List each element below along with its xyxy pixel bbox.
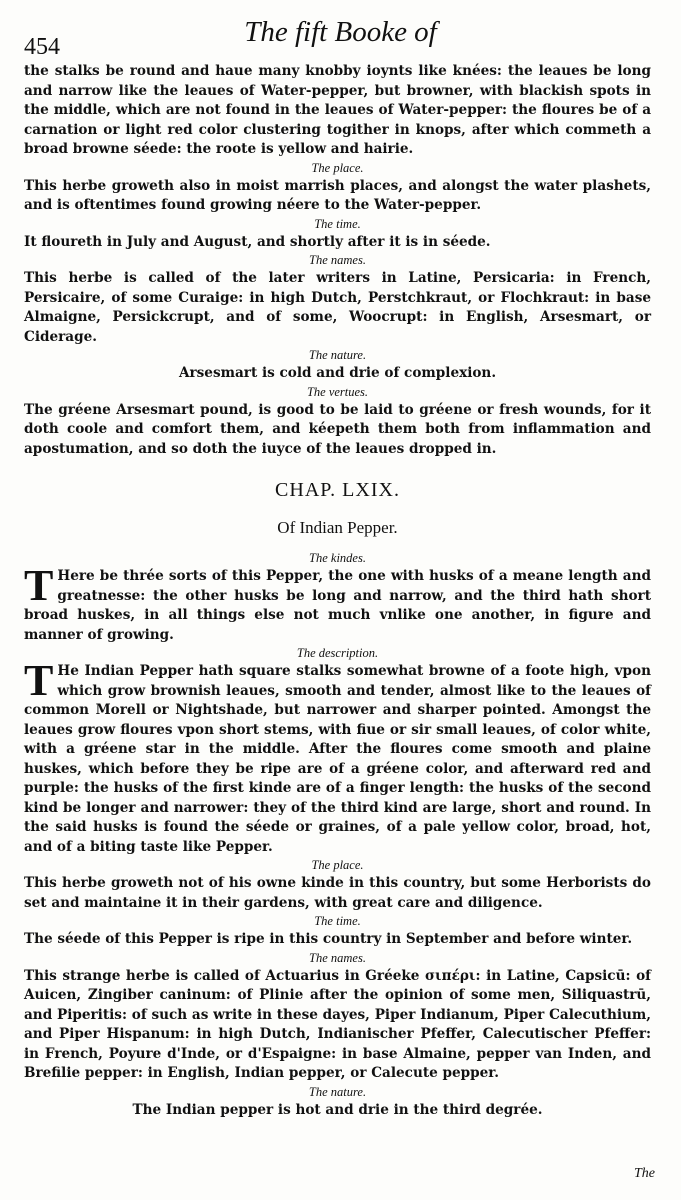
time-paragraph: It floureth in July and August, and shortly after it is in séede. bbox=[24, 233, 491, 250]
page-body bbox=[24, 62, 651, 1120]
description-heading: The description. bbox=[296, 646, 379, 660]
nature-paragraph-2: The Indian pepper is hot and drie in the third degrée. bbox=[132, 1101, 543, 1118]
nature-heading-2: The nature. bbox=[308, 1084, 367, 1099]
vertues-heading: The vertues. bbox=[306, 384, 369, 399]
place-heading-2: The place. bbox=[311, 858, 364, 872]
kindes-text: Here be thrée sorts of this Pepper, the one with husks of a meane length and greatnesse: the other husks be long and narrow, and the third hath short broad huskes, in all things else not much vnlike one another, in figure and manner of growing. bbox=[24, 568, 651, 643]
kindes-heading: The kindes. bbox=[309, 551, 366, 565]
time-heading-2: The time. bbox=[314, 914, 361, 928]
running-head: The fift Booke of bbox=[244, 16, 437, 48]
intro-paragraph: the stalks be round and haue many knobby ioynts like knées: the leaues be long and narrow like the leaues of Water-pepper, but browner, with blackish spots in the middle, which are not found in the leaues of Water-pepper: the floures be of a carnation or light red color clustering togither in knops, after which commeth a broad browne séede: the roote is yellow and hairie. bbox=[24, 63, 651, 157]
nature-paragraph: Arsesmart is cold and drie of complexion. bbox=[178, 365, 497, 381]
description-paragraph bbox=[24, 656, 651, 857]
drop-cap: T bbox=[24, 561, 54, 610]
place-paragraph: This herbe groweth also in moist marrish places, and alongst the water plashets, and is oftentimes found growing néere to the Water-pepper. bbox=[24, 177, 651, 213]
kindes-paragraph bbox=[24, 561, 651, 645]
description-text: He Indian Pepper hath square stalks somewhat browne of a foote high, vpon which grow brownish leaues, smooth and tender, almost like to the leaues of common Morell or Nightshade, but narrower and sharper pointed. Amongst the leaues grow floures vpon short stems, with fiue or sir small leaues, of color white, with a gréene star in the middle. After the floures come smooth and plaine huskes, which before they be ripe are of a gréene color, and afterward red and purple: the husks of the first kinde are of a finger length: the husks of the second kind be longer and narrower: they of the third kind are large, short and round. In the said husks is found the séede or graines, of a pale yellow color, broad, hot, and of a biting taste like Pepper. bbox=[24, 663, 651, 855]
catchword: The bbox=[634, 1166, 655, 1181]
chapter-title: Of Indian Pepper. bbox=[277, 518, 398, 537]
nature-heading: The nature. bbox=[308, 348, 367, 362]
place-paragraph-2: This herbe groweth not of his owne kinde in this country, but some Herborists do set and maintaine it in their gardens, with great care and diligence. bbox=[24, 875, 651, 911]
chapter-number: CHAP. LXIX. bbox=[275, 479, 400, 501]
names-paragraph: This herbe is called of the later writers in Latine, Persicaria: in French, Persicaire, of some Curaige: in high Dutch, Perstchkraut, or Flochkraut: in base Almaigne, Persickcrupt, and of some, Woocrupt: in English, Arsesmart, or Ciderage. bbox=[24, 270, 651, 345]
vertues-paragraph: The gréene Arsesmart pound, is good to be laid to gréene or fresh wounds, for it doth coole and comfort them, and kéepeth them both from inflammation and apostumation, and so doth the iuyce of the leaues dropped in. bbox=[24, 401, 651, 457]
page-number: 454 bbox=[24, 34, 60, 60]
names-heading-2: The names. bbox=[309, 950, 366, 965]
time-heading: The time. bbox=[314, 216, 361, 231]
time-paragraph-2: The séede of this Pepper is ripe in this country in September and before winter. bbox=[24, 931, 633, 947]
place-heading: The place. bbox=[311, 160, 364, 175]
drop-cap: T bbox=[24, 656, 54, 705]
names-paragraph-2: This strange herbe is called of Actuarius in Gréeke σιπέρι: in Latine, Capsicū: of Auicen, Zingiber caninum: of Plinie after the opinion of some men, Siliquastrū, and Piperitis: of such as write in these dayes, Piper Indianum, Piper Calecuthium, and Piper Hispanum: in high Dutch, Indianischer Pfeffer, Calecutischer Pfeffer: in French, Poyure d'Inde, or d'Espaigne: in base Almaine, pepper van Inden, and Brefilie pepper: in English, Indian pepper, or Calecute pepper. bbox=[24, 967, 651, 1081]
names-heading: The names. bbox=[309, 253, 366, 267]
